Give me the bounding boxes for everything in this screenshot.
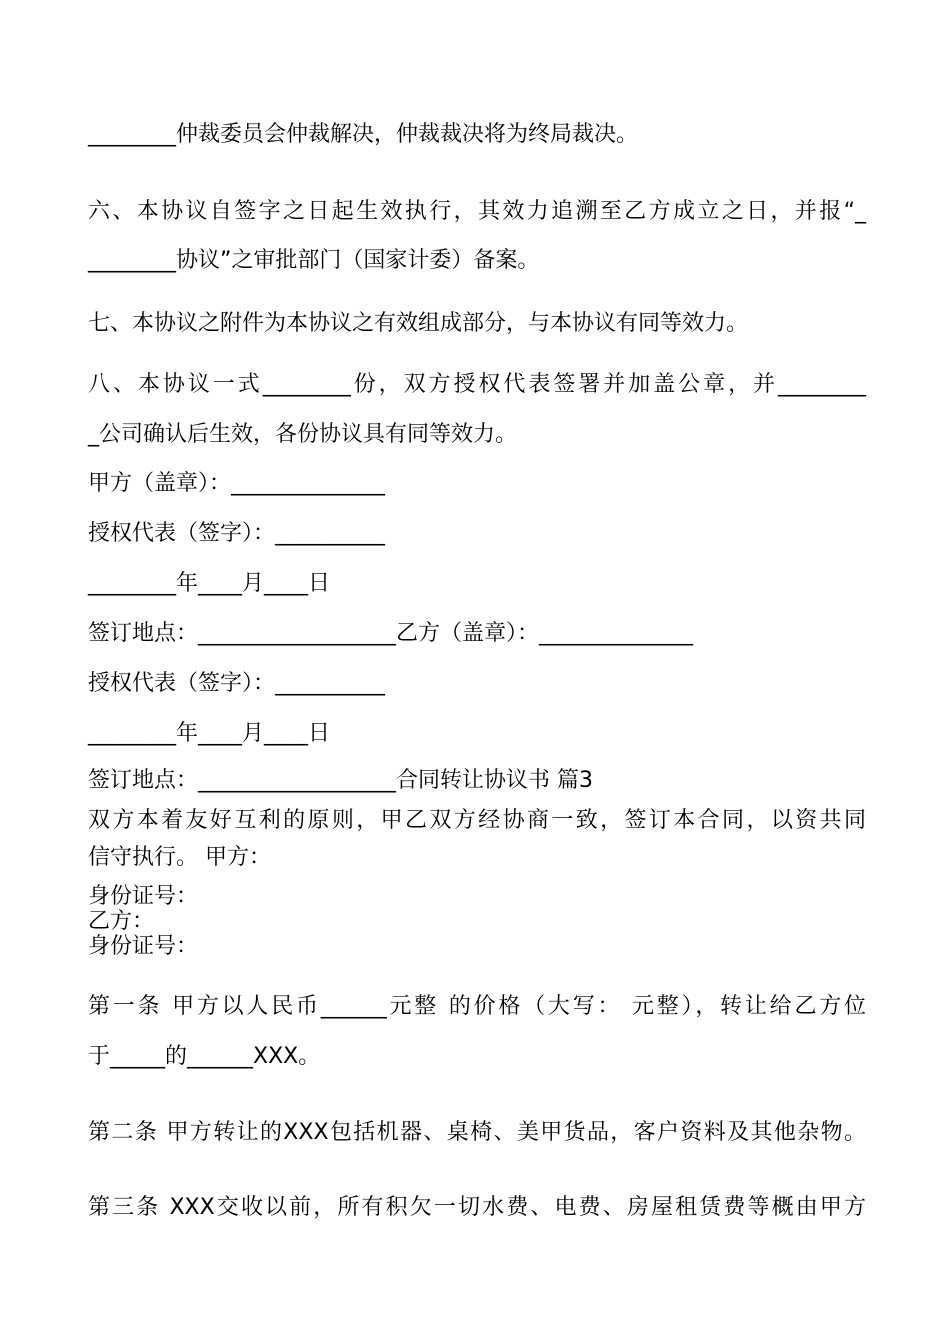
text-line-party-b: 乙方： (88, 909, 155, 934)
text-line-arbitration: ________仲裁委员会仲裁解决，仲裁裁决将为终局裁决。 (88, 122, 639, 147)
text-line-clause-7: 七、本协议之附件为本协议之有效组成部分，与本协议有同等效力。 (88, 311, 749, 336)
text-line-preamble-a: 双方本着友好互利的原则，甲乙双方经协商一致，签订本合同，以资共同 (88, 808, 866, 833)
text-line-preamble-b: 信守执行。 甲方： (88, 845, 271, 870)
text-line-party-a-seal: 甲方（盖章）：______________ (88, 471, 386, 496)
text-line-rep-sign-a: 授权代表（签字）：__________ (88, 521, 386, 546)
text-line-id-a: 身份证号： (88, 884, 199, 909)
text-line-id-b: 身份证号： (88, 934, 199, 959)
text-line-rep-sign-b: 授权代表（签字）：__________ (88, 671, 386, 696)
text-line-clause-6b: ________协议”之审批部门（国家计委）备案。 (88, 248, 540, 273)
text-line-article-3: 第三条 XXX交收以前，所有积欠一切水费、电费、房屋租赁费等概由甲方 (88, 1195, 866, 1220)
text-line-clause-8b: _公司确认后生效，各份协议具有同等效力。 (88, 422, 518, 447)
text-line-article-1b: 于_____的______XXX。 (88, 1044, 321, 1069)
text-line-article-2: 第二条 甲方转让的XXX包括机器、桌椅、美甲货品，客户资料及其他杂物。 (88, 1120, 866, 1145)
text-line-place-party-b: 签订地点：__________________乙方（盖章）：______________ (88, 621, 694, 646)
text-line-place-heading: 签订地点：__________________合同转让协议书 篇3 (88, 768, 593, 793)
text-line-clause-8a: 八、本协议一式________份，双方授权代表签署并加盖公章，并________ (88, 372, 866, 397)
text-line-date-a: ________年____月____日 (88, 571, 331, 596)
text-line-date-b: ________年____月____日 (88, 721, 331, 746)
text-line-clause-6a: 六、本协议自签字之日起生效执行，其效力追溯至乙方成立之日，并报“_ (88, 199, 866, 224)
text-line-article-1a: 第一条 甲方以人民币______元整 的价格（大写： 元整），转让给乙方位 (88, 994, 866, 1019)
